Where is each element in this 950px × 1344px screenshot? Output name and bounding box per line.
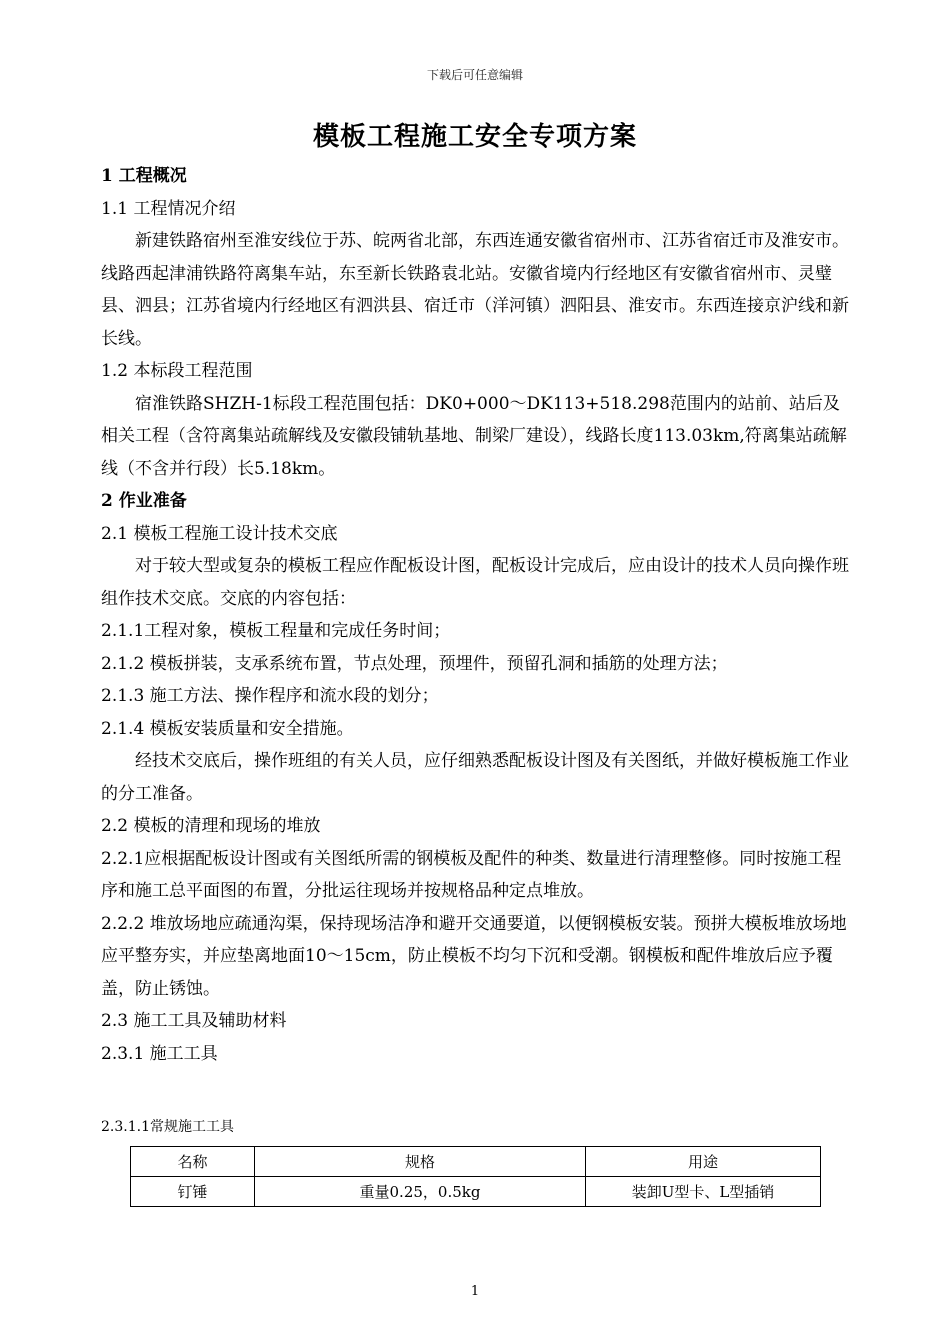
page-number: 1 (470, 1284, 480, 1299)
body-paragraph: 对于较大型或复杂的模板工程应作配板设计图，配板设计完成后，应由设计的技术人员向操作班组作技术交底。交底的内容包括： (101, 556, 849, 609)
body-paragraph: 2.2.2 堆放场地应疏通沟渠，保持现场洁净和避开交通要道，以便钢模板安装。预拼大模板堆放场地应平整夯实，并应垫离地面10～15cm，防止模板不均匀下沉和受潮。钢模板和配件堆放后应予覆盖，防止锈蚀。 (101, 913, 847, 999)
subsection-heading: 2.3.1 施工工具 (101, 1043, 218, 1064)
table-header-row (131, 1147, 821, 1177)
subsection-heading: 1.1 工程情况介绍 (101, 198, 236, 219)
table-header-cell: 名称 (131, 1147, 255, 1177)
subsection-heading: 1.2 本标段工程范围 (101, 361, 253, 381)
document-title: 模板工程施工安全专项方案 (312, 122, 637, 152)
list-item: 2.1.3 施工方法、操作程序和流水段的划分； (101, 686, 439, 706)
table-cell: 装卸U型卡、L型插销 (586, 1177, 821, 1207)
list-item: 2.1.4 模板安装质量和安全措施。 (101, 718, 354, 739)
subsection-heading: 2.2 模板的清理和现场的堆放 (101, 816, 321, 836)
header-note: 下载后可任意编辑 (426, 68, 523, 82)
table-row (131, 1177, 821, 1207)
body-paragraph: 宿淮铁路SHZH-1标段工程范围包括：DK0+000～DK113+518.298范围内的站前、站后及相关工程（含符离集站疏解线及安徽段铺轨基地、制梁厂建设），线路长度113.03km,符离集站疏解线（不含并行段）长5.18km。 (101, 393, 847, 479)
table-caption: 2.3.1.1常规施工工具 (101, 1119, 234, 1135)
table-cell: 钉锤 (131, 1177, 255, 1207)
list-item: 2.1.2 模板拼装，支承系统布置，节点处理，预埋件，预留孔洞和插筋的处理方法； (101, 653, 728, 674)
section-heading: 1 工程概况 (101, 166, 187, 186)
section-heading: 2 作业准备 (101, 491, 187, 511)
subsection-heading: 2.3 施工工具及辅助材料 (101, 1011, 287, 1031)
table-cell: 重量0.25，0.5kg (255, 1177, 586, 1207)
list-item: 2.1.1工程对象，模板工程量和完成任务时间； (101, 621, 451, 641)
document-body (101, 160, 851, 1070)
table-header-cell: 用途 (586, 1147, 821, 1177)
body-paragraph: 经技术交底后，操作班组的有关人员，应仔细熟悉配板设计图及有关图纸，并做好模板施工作业的分工准备。 (101, 751, 849, 804)
table-header-cell: 规格 (255, 1147, 586, 1177)
subsection-heading: 2.1 模板工程施工设计技术交底 (101, 523, 338, 544)
tools-table (130, 1146, 821, 1207)
body-paragraph: 2.2.1应根据配板设计图或有关图纸所需的钢模板及配件的种类、数量进行清理整修。同时按施工程序和施工总平面图的布置，分批运往现场并按规格品种定点堆放。 (101, 848, 842, 901)
body-paragraph: 新建铁路宿州至淮安线位于苏、皖两省北部，东西连通安徽省宿州市、江苏省宿迁市及淮安市。线路西起津浦铁路符离集车站，东至新长铁路袁北站。安徽省境内行经地区有安徽省宿州市、灵璧县、泗县；江苏省境内行经地区有泗洪县、宿迁市（洋河镇）泗阳县、淮安市。东西连接京沪线和新长线。 (101, 231, 849, 349)
